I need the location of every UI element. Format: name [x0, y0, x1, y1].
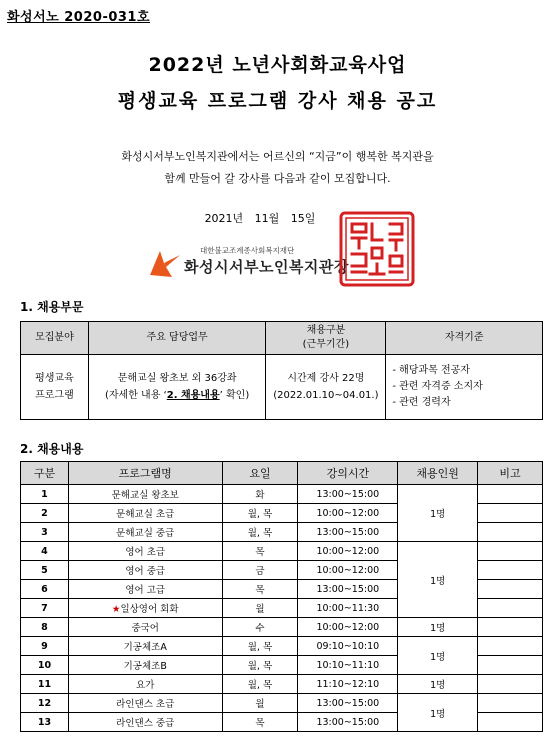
row-note	[478, 675, 543, 694]
header-program: 프로그램명	[68, 462, 222, 485]
row-day: 월, 목	[222, 656, 298, 675]
row-note	[478, 599, 543, 618]
title-line-2: 평생교육 프로그램 강사 채용 공고	[117, 90, 438, 112]
row-time: 13:00~15:00	[298, 713, 398, 732]
row-no: 1	[21, 485, 69, 504]
duty-line-2-pre: (자세한 내용 ‘	[105, 390, 167, 401]
header-field: 모집분야	[21, 322, 89, 355]
organization-name: 화성시서부노인복지관장	[184, 258, 349, 276]
duty-line-1: 문해교실 왕초보 외 36강좌	[117, 373, 237, 384]
organization-subtitle: 대한불교조계종사회복지재단	[200, 246, 295, 255]
header-note: 비고	[478, 462, 543, 485]
row-no: 8	[21, 618, 69, 637]
row-program: 기공체조A	[68, 637, 222, 656]
row-note	[478, 618, 543, 637]
header-hires: 채용인원	[398, 462, 478, 485]
row-program: 중국어	[68, 618, 222, 637]
row-program: 영어 초급	[68, 542, 222, 561]
intro-line-2: 함께 만들어 갈 강사를 다음과 같이 모집합니다.	[164, 172, 391, 185]
row-day: 월, 목	[222, 504, 298, 523]
announcement-date: 2021년 11월 15일	[204, 212, 316, 225]
row-time: 13:00~15:00	[298, 523, 398, 542]
row-time: 11:10~12:10	[298, 675, 398, 694]
row-program	[68, 599, 222, 618]
table-row	[21, 694, 543, 713]
header-day: 요일	[222, 462, 298, 485]
logo-mark-icon	[148, 245, 182, 279]
row-program: 문해교실 초급	[68, 504, 222, 523]
row-hires: 1명	[398, 542, 478, 618]
row-time: 10:00~12:00	[298, 542, 398, 561]
table-row	[21, 542, 543, 561]
header-type-line-2: (근무기간)	[302, 339, 350, 350]
star-icon: ★	[111, 604, 121, 615]
row-no: 4	[21, 542, 69, 561]
type-line-2: (2022.01.10~04.01.)	[273, 390, 379, 401]
row-program: 영어 중급	[68, 561, 222, 580]
qualification-item: - 해당과목 전공자	[392, 365, 470, 376]
row-day: 월, 목	[222, 523, 298, 542]
organization-logo	[148, 243, 349, 279]
intro-line-1: 화성시서부노인복지관에서는 어르신의 “지금”이 행복한 복지관을	[121, 150, 434, 163]
cell-field	[21, 355, 89, 420]
row-no: 9	[21, 637, 69, 656]
row-program: 문해교실 왕초보	[68, 485, 222, 504]
row-day: 월	[222, 599, 298, 618]
row-note	[478, 542, 543, 561]
row-time: 10:10~11:10	[298, 656, 398, 675]
hiring-details-table	[20, 461, 543, 732]
table-header-row	[21, 462, 543, 485]
field-line-2: 프로그램	[35, 390, 74, 401]
row-day: 월	[222, 694, 298, 713]
cell-duty	[88, 355, 266, 420]
row-day: 목	[222, 580, 298, 599]
document-number: 화성서노 2020-031호	[7, 10, 151, 25]
header-no: 구분	[21, 462, 69, 485]
row-no: 10	[21, 656, 69, 675]
duty-line-2-post: ’ 확인)	[219, 390, 250, 401]
row-no: 5	[21, 561, 69, 580]
type-line-1: 시간제 강사 22명	[287, 373, 365, 384]
row-note	[478, 694, 543, 713]
table-row	[21, 355, 543, 420]
row-hires: 1명	[398, 694, 478, 732]
intro-text	[0, 146, 555, 190]
row-hires: 1명	[398, 675, 478, 694]
row-program-label: 일상영어 회화	[120, 604, 179, 615]
row-program: 문해교실 중급	[68, 523, 222, 542]
row-time: 10:00~12:00	[298, 504, 398, 523]
qualification-item: - 관련 경력자	[392, 397, 451, 408]
row-note	[478, 713, 543, 732]
row-note	[478, 561, 543, 580]
row-note	[478, 656, 543, 675]
section-hiring-category: 1. 채용부문	[20, 300, 84, 314]
row-program: 라인댄스 중급	[68, 713, 222, 732]
row-time: 13:00~15:00	[298, 580, 398, 599]
table-row	[21, 618, 543, 637]
cell-type	[266, 355, 386, 420]
duty-line-2-emphasis: 2. 채용내용	[166, 390, 220, 401]
row-program: 영어 고급	[68, 580, 222, 599]
header-time: 강의시간	[298, 462, 398, 485]
duty-line-2	[89, 387, 266, 404]
row-no: 11	[21, 675, 69, 694]
row-hires: 1명	[398, 485, 478, 542]
table-row	[21, 485, 543, 504]
row-day: 목	[222, 713, 298, 732]
qualification-item: - 관련 자격증 소지자	[392, 381, 483, 392]
row-no: 3	[21, 523, 69, 542]
row-no: 2	[21, 504, 69, 523]
row-program: 기공체조B	[68, 656, 222, 675]
header-qualification: 자격기준	[386, 322, 543, 355]
row-no: 13	[21, 713, 69, 732]
row-note	[478, 504, 543, 523]
row-day: 수	[222, 618, 298, 637]
header-duty: 주요 담당업무	[88, 322, 266, 355]
title-line-1: 2022년 노년사회화교육사업	[148, 54, 407, 76]
row-program: 라인댄스 초급	[68, 694, 222, 713]
cell-qualifications	[386, 355, 543, 420]
row-hires: 1명	[398, 618, 478, 637]
row-day: 화	[222, 485, 298, 504]
row-day: 금	[222, 561, 298, 580]
hiring-category-table	[20, 321, 543, 420]
row-program: 요가	[68, 675, 222, 694]
row-day: 월, 목	[222, 637, 298, 656]
header-type-line-1: 채용구분	[306, 325, 346, 336]
row-no: 12	[21, 694, 69, 713]
header-type	[266, 322, 386, 355]
row-day: 목	[222, 542, 298, 561]
row-no: 6	[21, 580, 69, 599]
row-note	[478, 580, 543, 599]
table-header-row	[21, 322, 543, 355]
row-time: 10:00~12:00	[298, 618, 398, 637]
row-time: 13:00~15:00	[298, 694, 398, 713]
section-hiring-details: 2. 채용내용	[20, 442, 84, 456]
row-note	[478, 485, 543, 504]
row-time: 13:00~15:00	[298, 485, 398, 504]
official-seal-icon	[338, 210, 416, 288]
row-hires: 1명	[398, 637, 478, 675]
table-row	[21, 675, 543, 694]
row-time: 10:00~11:30	[298, 599, 398, 618]
row-no: 7	[21, 599, 69, 618]
table-row	[21, 637, 543, 656]
row-note	[478, 523, 543, 542]
row-time: 09:10~10:10	[298, 637, 398, 656]
field-line-1: 평생교육	[35, 373, 74, 384]
row-note	[478, 637, 543, 656]
row-day: 월, 목	[222, 675, 298, 694]
row-time: 10:00~12:00	[298, 561, 398, 580]
